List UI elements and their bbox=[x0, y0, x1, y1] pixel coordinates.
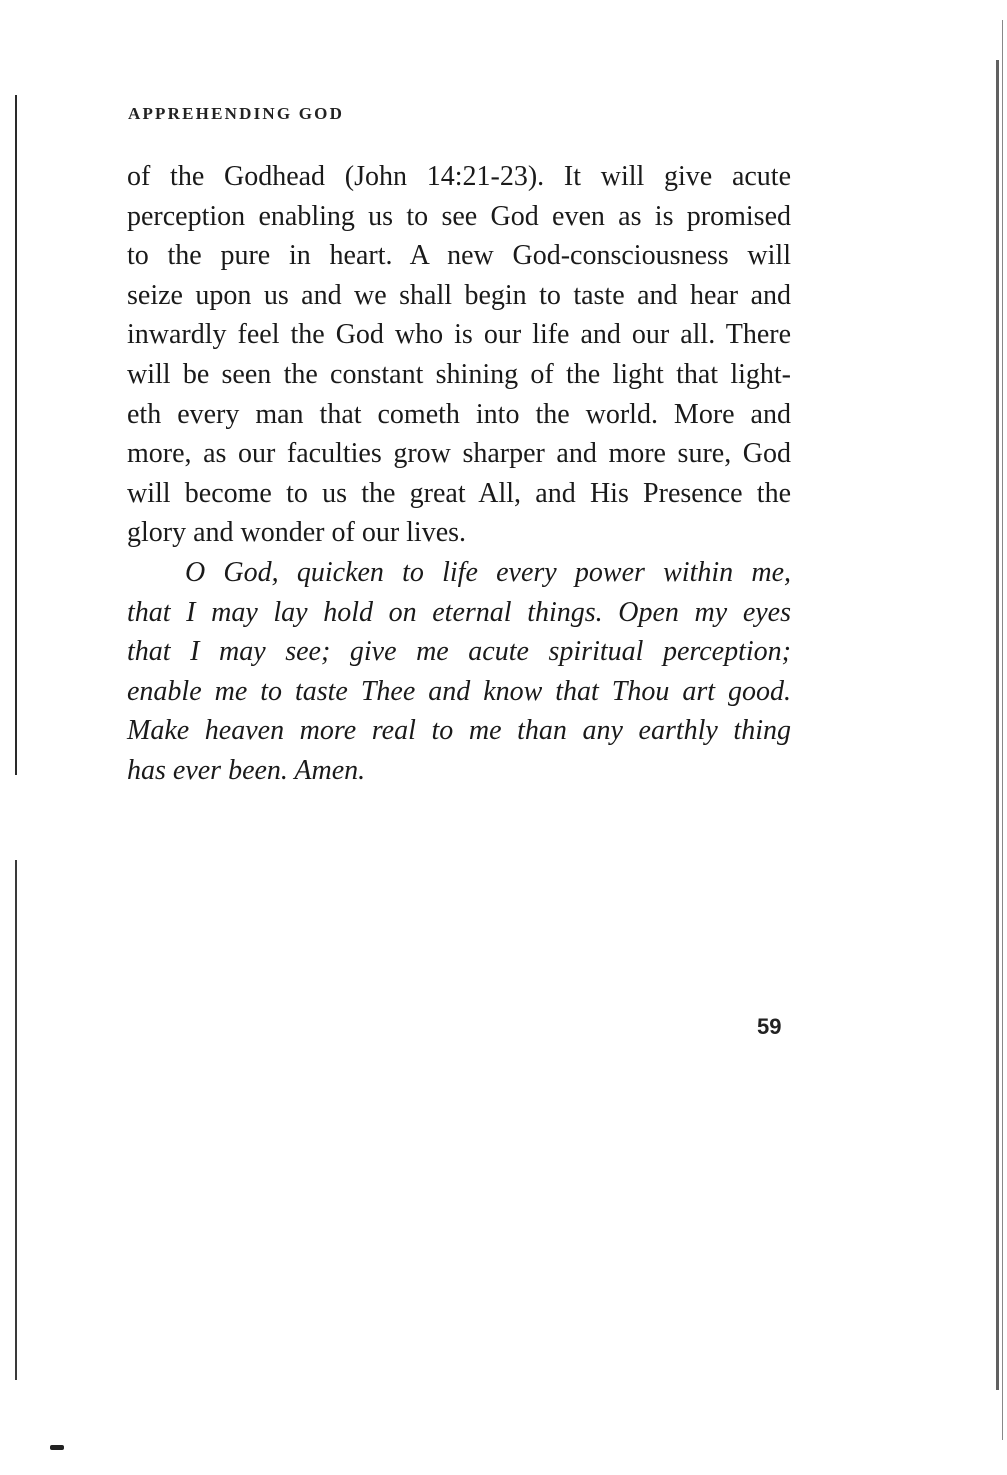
scan-edge-left bbox=[15, 95, 17, 775]
paragraph-line: seize upon us and we shall begin to taste and hear and bbox=[127, 279, 791, 311]
paragraph-line: inwardly feel the God who is our life and our all. There bbox=[127, 319, 791, 351]
paragraph-line: to the pure in heart. A new God-consciousness will bbox=[127, 240, 791, 272]
scan-edge-right bbox=[996, 60, 999, 1390]
prayer-line: Make heaven more real to me than any earthly thing bbox=[127, 715, 791, 747]
prayer-paragraph bbox=[127, 553, 791, 791]
prayer-line: that I may lay hold on eternal things. Open my eyes bbox=[127, 596, 791, 628]
paragraph-line: perception enabling us to see God even as is promised bbox=[127, 200, 791, 232]
paragraph-line: eth every man that cometh into the world. More and bbox=[127, 398, 791, 430]
paragraph-line: will be seen the constant shining of the light that light- bbox=[127, 358, 791, 390]
paragraph-line: of the Godhead (John 14:21-23). It will give acute bbox=[127, 161, 791, 192]
scan-edge-right-outer bbox=[1002, 20, 1003, 1440]
scan-mark bbox=[50, 1445, 64, 1450]
paragraph-line: will become to us the great All, and His Presence the bbox=[127, 477, 791, 509]
page-number: 59 bbox=[757, 1014, 782, 1039]
running-head: APPREHENDING GOD bbox=[128, 104, 345, 123]
paragraph-line: more, as our faculties grow sharper and more sure, God bbox=[127, 438, 791, 470]
scan-edge-left-lower bbox=[15, 860, 17, 1380]
prayer-line: O God, quicken to life every power within me, bbox=[185, 557, 791, 588]
prayer-line: enable me to taste Thee and know that Thou art good. bbox=[127, 675, 791, 707]
body-paragraph bbox=[127, 157, 791, 553]
paragraph-line: glory and wonder of our lives. bbox=[127, 517, 467, 549]
prayer-line: has ever been. Amen. bbox=[127, 754, 366, 786]
prayer-line: that I may see; give me acute spiritual perception; bbox=[127, 636, 791, 668]
